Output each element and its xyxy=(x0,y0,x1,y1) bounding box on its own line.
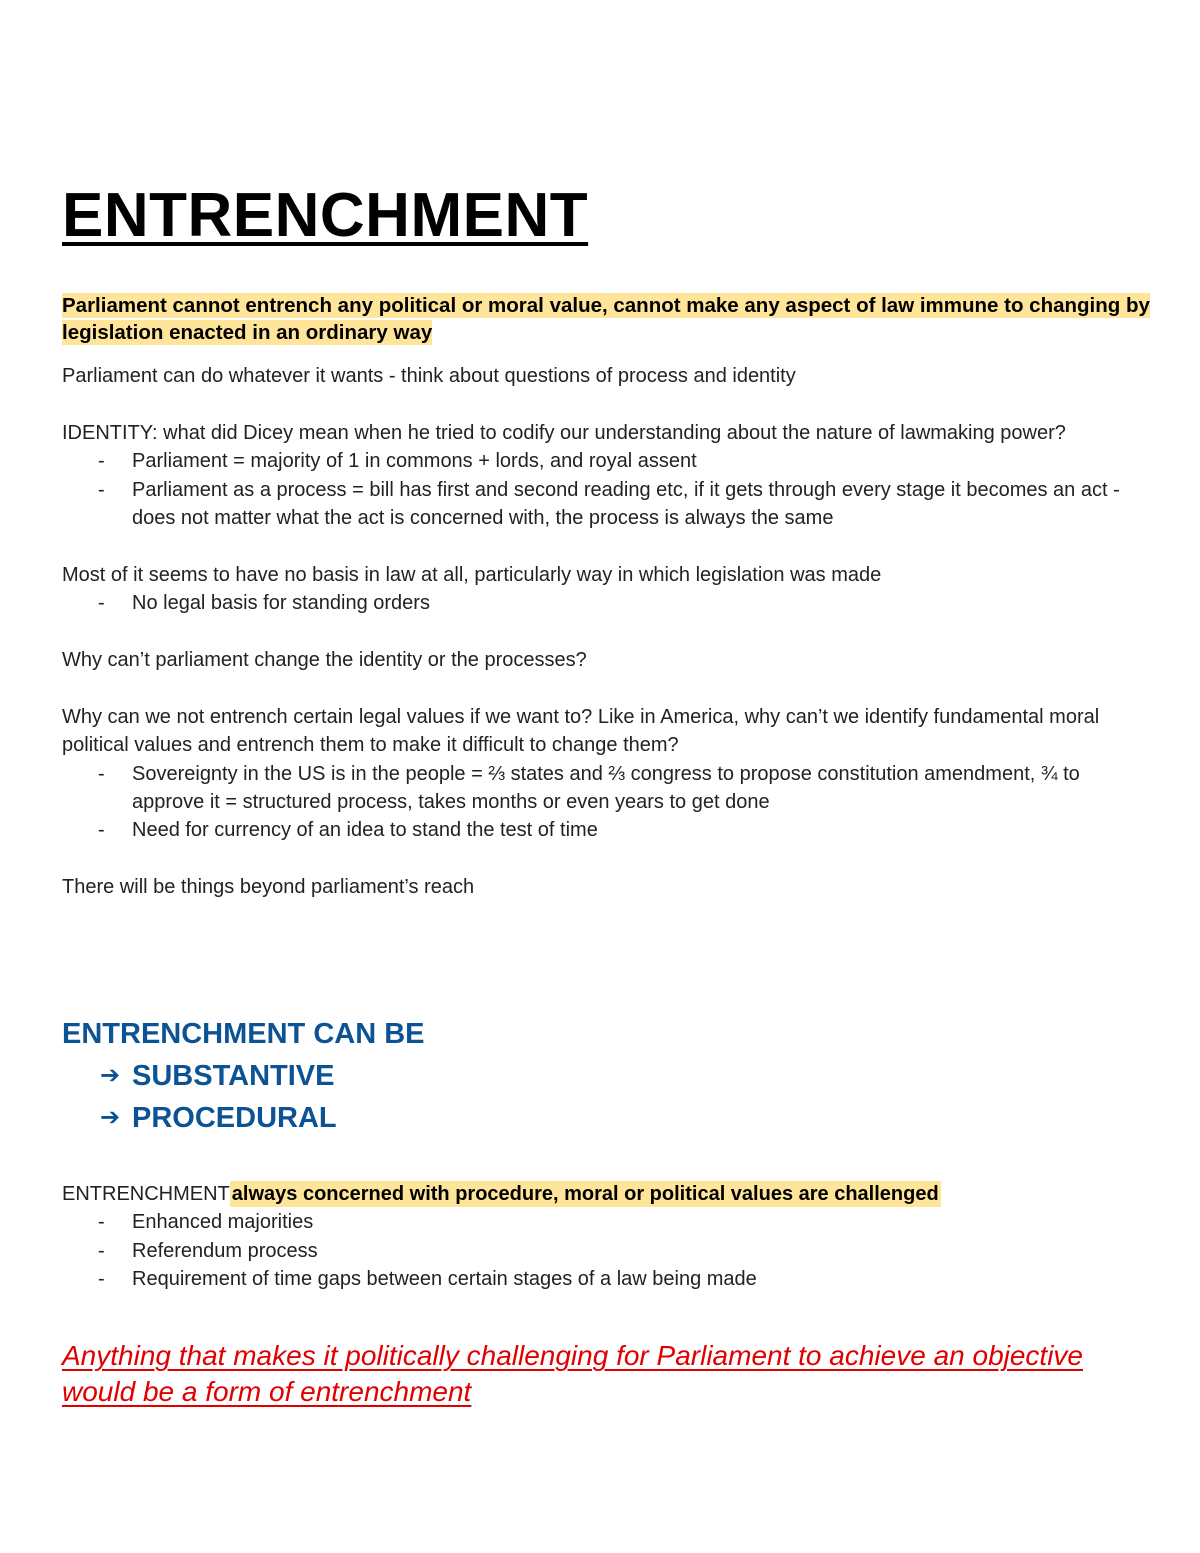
section-item-procedural: ➔ PROCEDURAL xyxy=(62,1097,425,1139)
why-entrench-list xyxy=(62,760,1142,845)
list-item: - Sovereignty in the US is in the people = ⅔ states and ⅔ congress to propose constitution amendment, ¾ to approve it = structured process, takes months or even years to get done xyxy=(132,760,1142,817)
dash-bullet: - xyxy=(98,1239,105,1262)
entrenchment-highlight: always concerned with procedure, moral or political values are challenged xyxy=(231,1183,939,1205)
notes-body xyxy=(62,362,1142,902)
para-why-entrench: Why can we not entrench certain legal values if we want to? Like in America, why can’t we identify fundamental moral political values and entrench them to make it difficult to change them? xyxy=(62,705,1100,757)
identity-list xyxy=(62,447,1142,532)
entrenchment-statement xyxy=(62,1180,1142,1208)
list-item: - No legal basis for standing orders xyxy=(132,589,1142,617)
dash-bullet: - xyxy=(98,1268,105,1291)
section-heading: ENTRENCHMENT CAN BE xyxy=(62,1018,425,1050)
arrow-right-icon: ➔ xyxy=(100,1103,121,1131)
entrenchment-prefix: ENTRENCHMENT xyxy=(62,1183,230,1205)
arrow-right-icon: ➔ xyxy=(100,1061,121,1089)
dash-bullet: - xyxy=(98,478,105,501)
closing-statement: Anything that makes it politically challenging for Parliament to achieve an objective would be a form of entrenchment xyxy=(62,1340,1084,1407)
para-process-identity: Parliament can do whatever it wants - think about questions of process and identity xyxy=(62,365,796,387)
list-item: - Enhanced majorities xyxy=(132,1208,1142,1236)
dash-bullet: - xyxy=(98,450,105,473)
dash-bullet: - xyxy=(98,762,105,785)
para-why-cant: Why can’t parliament change the identity or the processes? xyxy=(62,649,587,672)
list-item: - Requirement of time gaps between certain stages of a law being made xyxy=(132,1265,1142,1293)
dash-bullet: - xyxy=(98,592,105,615)
para-beyond-reach: There will be things beyond parliament’s reach xyxy=(62,876,475,899)
list-item: - Parliament as a process = bill has first and second reading etc, if it gets through every stage it becomes an act - does not matter what the act is concerned with, the process is always the same xyxy=(132,476,1142,533)
entrenchment-list xyxy=(62,1208,1142,1293)
list-item: - Need for currency of an idea to stand the test of time xyxy=(132,816,1142,844)
basis-list xyxy=(62,589,1142,617)
dash-bullet: - xyxy=(98,1211,105,1234)
para-basis: Most of it seems to have no basis in law at all, particularly way in which legislation was made xyxy=(62,563,882,586)
section-item-substantive: ➔ SUBSTANTIVE xyxy=(62,1055,425,1097)
entrenchment-notes xyxy=(62,1180,1142,1294)
para-identity-question: IDENTITY: what did Dicey mean when he tried to codify our understanding about the nature of lawmaking power? xyxy=(62,421,1066,444)
dash-bullet: - xyxy=(98,819,105,842)
key-statement xyxy=(62,292,1174,346)
list-item: - Parliament = majority of 1 in commons + lords, and royal assent xyxy=(132,447,1142,475)
key-statement-highlight: Parliament cannot entrench any political or moral value, cannot make any aspect of law immune to changing by legislation enacted in an ordinary way xyxy=(62,294,1150,344)
page-title: ENTRENCHMENT xyxy=(62,181,589,250)
section-heading-block xyxy=(62,1014,425,1139)
list-item: - Referendum process xyxy=(132,1237,1142,1265)
